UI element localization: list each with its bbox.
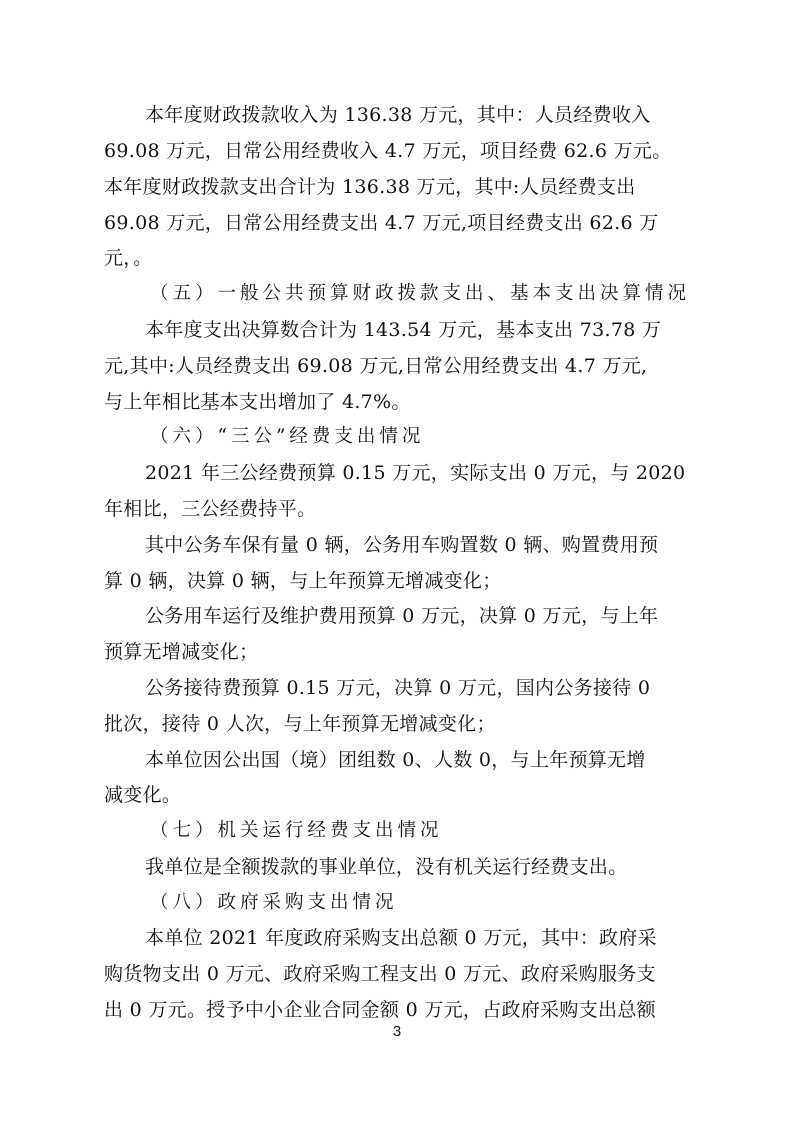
paragraph-line: 本单位因公出国（境）团组数 0、人数 0，与上年预算无增: [145, 749, 646, 771]
paragraph-line: 69.08 万元，日常公用经费收入 4.7 万元，项目经费 62.6 万元。: [104, 140, 672, 162]
paragraph-line: 69.08 万元，日常公用经费支出 4.7 万元,项目经费支出 62.6 万: [104, 212, 659, 234]
section-heading: （八）政府采购支出情况: [150, 892, 398, 913]
paragraph-line: 本单位 2021 年度政府采购支出总额 0 万元，其中：政府采: [145, 927, 657, 949]
paragraph-line: 批次，接待 0 人次，与上年预算无增减变化；: [104, 713, 496, 735]
paragraph-line: 其中公务车保有量 0 辆，公务用车购置数 0 辆、购置费用预: [145, 534, 659, 556]
paragraph-line: 出 0 万元。授予中小企业合同金额 0 万元，占政府采购支出总额: [104, 999, 656, 1021]
paragraph-line: 本年度支出决算数合计为 143.54 万元，基本支出 73.78 万: [145, 319, 662, 341]
paragraph-line: 年相比，三公经费持平。: [104, 498, 317, 520]
paragraph-line: 与上年相比基本支出增加了 4.7%。: [104, 391, 411, 413]
paragraph-line: 购货物支出 0 万元、政府采购工程支出 0 万元、政府采购服务支: [104, 963, 656, 985]
paragraph-line: 2021 年三公经费预算 0.15 万元，实际支出 0 万元，与 2020: [145, 462, 686, 484]
paragraph-line: 算 0 辆，决算 0 辆，与上年预算无增减变化；: [104, 570, 502, 592]
paragraph-line: 我单位是全额拨款的事业单位，没有机关运行经费支出。: [145, 856, 628, 878]
paragraph-line: 减变化。: [104, 784, 182, 806]
page-number: 3: [392, 1023, 402, 1040]
paragraph-line: 公务用车运行及维护费用预算 0 万元，决算 0 万元，与上年: [145, 605, 659, 627]
section-heading: （五）一般公共预算财政拨款支出、基本支出决算情况: [150, 283, 691, 304]
paragraph-line: 元，。: [104, 247, 153, 269]
paragraph-line: 本年度财政拨款支出合计为 136.38 万元，其中:人员经费支出: [104, 176, 636, 198]
paragraph-line: 本年度财政拨款收入为 136.38 万元，其中：人员经费收入: [145, 104, 651, 126]
paragraph-line: 元,其中:人员经费支出 69.08 万元,日常公用经费支出 4.7 万元,: [104, 355, 648, 377]
paragraph-line: 公务接待费预算 0.15 万元，决算 0 万元，国内公务接待 0: [145, 677, 651, 699]
section-heading: （六）“三公”经费支出情况: [150, 426, 425, 447]
paragraph-line: 预算无增减变化；: [104, 641, 259, 663]
section-heading: （七）机关运行经费支出情况: [150, 820, 443, 841]
